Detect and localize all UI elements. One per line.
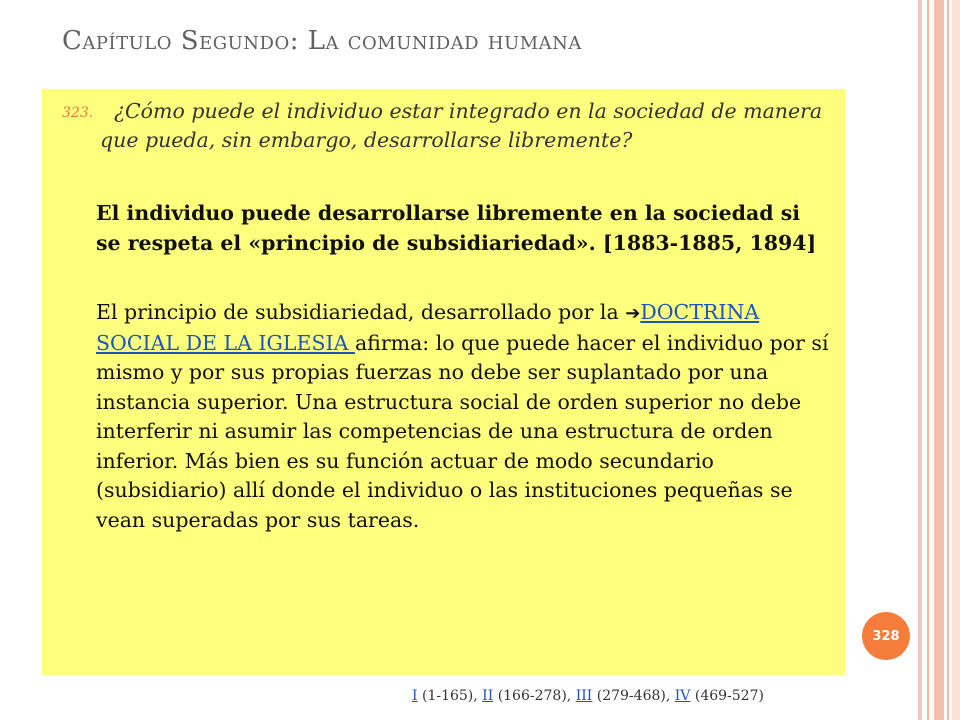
body-text-after-link: afirma: lo que puede hacer el individuo por sí mismo y por sus propias fuerzas no debe ser suplantado por una instancia superior. Una estructura social de orden superior no debe interferir ni asumir las competencias de una estructura de orden inferior. Más bien es su función actuar de modo secundario (subsidiario) allí donde el individuo o las instituciones pequeñas se vean superadas por sus tareas.: [96, 330, 829, 532]
decor-stripe: [947, 0, 949, 720]
question-number: 323.: [62, 105, 94, 121]
part-range-4: (469-527): [694, 688, 764, 704]
doctrina-social-link[interactable]: DOCTRINA SOCIAL DE LA IGLESIA: [96, 300, 760, 355]
part-range-1: (1-165),: [421, 688, 478, 704]
body-text-before-link: El principio de subsidiariedad, desarrollado por la: [96, 300, 626, 324]
part-link-3[interactable]: III: [575, 688, 593, 704]
decor-stripe: [927, 0, 929, 720]
footer-part-links: [412, 688, 764, 704]
part-range-2: (166-278),: [497, 688, 572, 704]
question-text: ¿Cómo puede el individuo estar integrado en la sociedad de manera que pueda, sin embargo, desarrollarse libremente?: [100, 99, 823, 152]
arrow-right-icon: ➔: [625, 303, 641, 324]
part-link-2[interactable]: II: [482, 688, 494, 704]
decor-stripe: [934, 0, 944, 720]
page-number-badge: 328: [862, 612, 910, 660]
part-link-1[interactable]: I: [412, 688, 418, 704]
question-block: [62, 97, 832, 155]
part-range-3: (279-468),: [596, 688, 671, 704]
decor-stripe: [952, 0, 960, 720]
decor-stripe: [918, 0, 922, 720]
body-paragraph: [96, 298, 836, 535]
answer-text: El individuo puede desarrollarse libremente en la sociedad si se respeta el «principio de subsidiariedad». [1883-1885, 1894]: [96, 201, 817, 255]
part-link-4[interactable]: IV: [674, 688, 691, 704]
slide-title: Capítulo Segundo: La comunidad humana: [62, 26, 582, 56]
